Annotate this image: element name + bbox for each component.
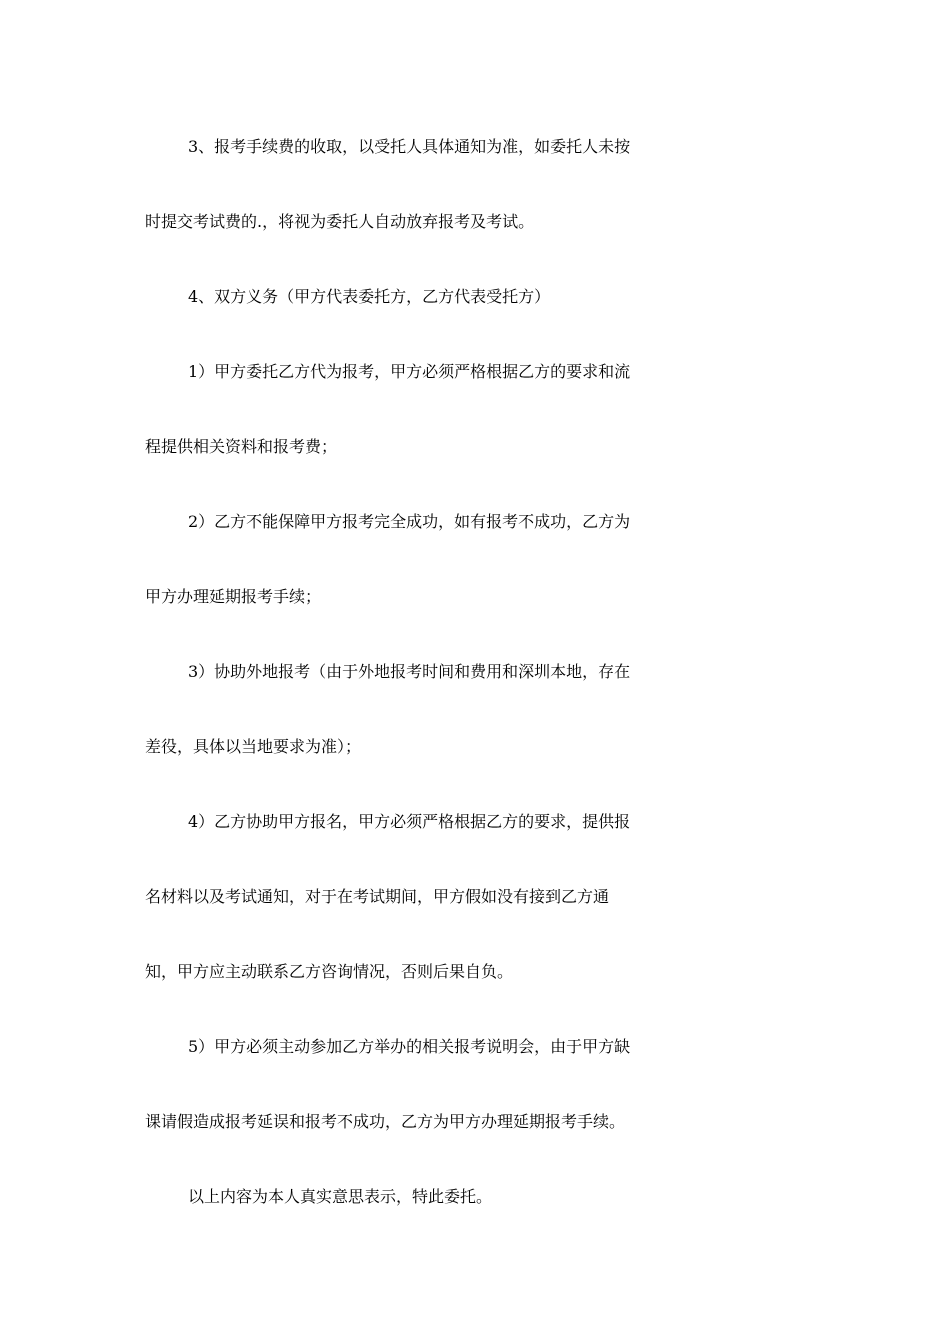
paragraph-item-2: [145, 509, 807, 622]
text-line: 2）乙方不能保障甲方报考完全成功，如有报考不成功，乙方为: [188, 512, 631, 531]
paragraph-item-4: [145, 809, 807, 997]
text-line: 知，甲方应主动联系乙方咨询情况，否则后果自负。: [145, 962, 514, 981]
text-line: 3）协助外地报考（由于外地报考时间和费用和深圳本地，存在: [188, 662, 631, 681]
text-line: 4）乙方协助甲方报名，甲方必须严格根据乙方的要求，提供报: [188, 812, 631, 831]
paragraph-item-5: [145, 1034, 807, 1147]
paragraph-item-1: [145, 359, 807, 472]
text-line: 程提供相关资料和报考费；: [145, 437, 338, 456]
paragraph-fee-notice: [145, 134, 807, 247]
text-line: 以上内容为本人真实意思表示，特此委托。: [188, 1187, 493, 1206]
text-line: 5）甲方必须主动参加乙方举办的相关报考说明会，由于甲方缺: [188, 1037, 631, 1056]
paragraph-item-3: [145, 659, 807, 772]
text-line: 课请假造成报考延误和报考不成功，乙方为甲方办理延期报考手续。: [145, 1112, 626, 1131]
text-line: 4、双方义务（甲方代表委托方，乙方代表受托方）: [188, 287, 551, 306]
text-line: 3、报考手续费的收取，以受托人具体通知为准，如委托人未按: [188, 137, 631, 156]
text-line: 差役，具体以当地要求为准）；: [145, 737, 362, 756]
document-page: [145, 134, 807, 1222]
paragraph-obligations-heading: [145, 284, 807, 322]
text-line: 1）甲方委托乙方代为报考，甲方必须严格根据乙方的要求和流: [188, 362, 631, 381]
text-line: 时提交考试费的.，将视为委托人自动放弃报考及考试。: [145, 212, 535, 231]
text-line: 名材料以及考试通知，对于在考试期间，甲方假如没有接到乙方通: [145, 887, 610, 906]
text-line: 甲方办理延期报考手续；: [145, 587, 322, 606]
paragraph-closing-statement: [145, 1184, 807, 1222]
